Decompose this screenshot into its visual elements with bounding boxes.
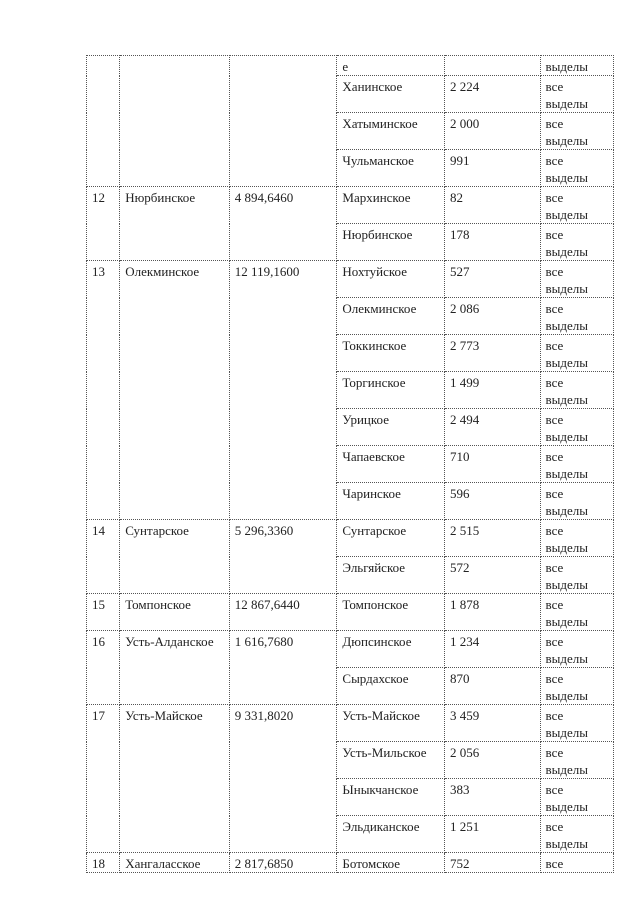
settlement-note: все выделы <box>540 816 613 853</box>
settlement-note: все выделы <box>540 150 613 187</box>
settlement-name: Томпонское <box>337 594 445 631</box>
district-name: Усть-Майское <box>120 705 230 853</box>
settlement-name: Дюпсинское <box>337 631 445 668</box>
settlement-note: все выделы <box>540 557 613 594</box>
table-body <box>87 56 614 873</box>
settlement-name: Ыныкчанское <box>337 779 445 816</box>
district-area: 12 867,6440 <box>229 594 337 631</box>
settlement-count: 752 <box>445 853 541 873</box>
settlement-name: Урицкое <box>337 409 445 446</box>
settlement-name: Нюрбинское <box>337 224 445 261</box>
forest-districts-table <box>86 55 614 873</box>
district-name: Олекминское <box>120 261 230 520</box>
settlement-name: Эльдиканское <box>337 816 445 853</box>
settlement-name: Олекминское <box>337 298 445 335</box>
table-row <box>87 56 614 76</box>
table-row <box>87 261 614 298</box>
settlement-count: 527 <box>445 261 541 298</box>
district-area: 2 817,6850 <box>229 853 337 873</box>
settlement-name: Чаринское <box>337 483 445 520</box>
district-name: Сунтарское <box>120 520 230 594</box>
table-row <box>87 187 614 224</box>
settlement-name: е <box>337 56 445 76</box>
settlement-note: все выделы <box>540 372 613 409</box>
settlement-name: Чапаевское <box>337 446 445 483</box>
settlement-name: Токкинское <box>337 335 445 372</box>
settlement-name: Хатыминское <box>337 113 445 150</box>
settlement-note: все выделы <box>540 224 613 261</box>
row-number <box>87 56 120 187</box>
district-area: 12 119,1600 <box>229 261 337 520</box>
settlement-count: 710 <box>445 446 541 483</box>
settlement-note: все выделы <box>540 113 613 150</box>
row-number: 15 <box>87 594 120 631</box>
settlement-name: Усть-Мильское <box>337 742 445 779</box>
settlement-note: все выделы <box>540 76 613 113</box>
table-row <box>87 853 614 873</box>
settlement-count: 1 499 <box>445 372 541 409</box>
district-name: Томпонское <box>120 594 230 631</box>
settlement-count <box>445 56 541 76</box>
district-name: Нюрбинское <box>120 187 230 261</box>
settlement-note: все выделы <box>540 705 613 742</box>
settlement-name: Ханинское <box>337 76 445 113</box>
settlement-note: все выделы <box>540 779 613 816</box>
district-area: 4 894,6460 <box>229 187 337 261</box>
settlement-count: 870 <box>445 668 541 705</box>
settlement-note: все выделы <box>540 668 613 705</box>
settlement-count: 383 <box>445 779 541 816</box>
settlement-note: все выделы <box>540 594 613 631</box>
settlement-note: все выделы <box>540 335 613 372</box>
settlement-note: все выделы <box>540 446 613 483</box>
settlement-name: Сырдахское <box>337 668 445 705</box>
settlement-name: Нохтуйское <box>337 261 445 298</box>
settlement-note: все выделы <box>540 261 613 298</box>
district-area <box>229 56 337 187</box>
district-name: Усть-Алданское <box>120 631 230 705</box>
settlement-name: Торгинское <box>337 372 445 409</box>
settlement-count: 2 056 <box>445 742 541 779</box>
settlement-name: Чульманское <box>337 150 445 187</box>
settlement-note: все выделы <box>540 520 613 557</box>
settlement-note: выделы <box>540 56 613 76</box>
row-number: 17 <box>87 705 120 853</box>
document-table-container <box>86 55 614 873</box>
district-area: 5 296,3360 <box>229 520 337 594</box>
table-row <box>87 520 614 557</box>
row-number: 14 <box>87 520 120 594</box>
settlement-name: Ботомское <box>337 853 445 873</box>
settlement-count: 178 <box>445 224 541 261</box>
settlement-count: 1 234 <box>445 631 541 668</box>
row-number: 13 <box>87 261 120 520</box>
settlement-note: все выделы <box>540 187 613 224</box>
settlement-note: все выделы <box>540 409 613 446</box>
district-name: Хангаласское <box>120 853 230 873</box>
settlement-count: 3 459 <box>445 705 541 742</box>
row-number: 18 <box>87 853 120 873</box>
settlement-count: 991 <box>445 150 541 187</box>
settlement-count: 2 494 <box>445 409 541 446</box>
settlement-note: все <box>540 853 613 873</box>
settlement-note: все выделы <box>540 298 613 335</box>
district-name <box>120 56 230 187</box>
settlement-count: 596 <box>445 483 541 520</box>
row-number: 12 <box>87 187 120 261</box>
district-area: 9 331,8020 <box>229 705 337 853</box>
settlement-count: 2 773 <box>445 335 541 372</box>
settlement-name: Эльгяйское <box>337 557 445 594</box>
settlement-name: Усть-Майское <box>337 705 445 742</box>
settlement-name: Сунтарское <box>337 520 445 557</box>
settlement-count: 1 878 <box>445 594 541 631</box>
settlement-count: 572 <box>445 557 541 594</box>
settlement-count: 2 224 <box>445 76 541 113</box>
table-row <box>87 631 614 668</box>
settlement-note: все выделы <box>540 483 613 520</box>
settlement-note: все выделы <box>540 742 613 779</box>
settlement-count: 2 000 <box>445 113 541 150</box>
settlement-count: 82 <box>445 187 541 224</box>
settlement-note: все выделы <box>540 631 613 668</box>
settlement-count: 2 515 <box>445 520 541 557</box>
district-area: 1 616,7680 <box>229 631 337 705</box>
settlement-count: 2 086 <box>445 298 541 335</box>
row-number: 16 <box>87 631 120 705</box>
settlement-name: Мархинское <box>337 187 445 224</box>
settlement-count: 1 251 <box>445 816 541 853</box>
table-row <box>87 594 614 631</box>
table-row <box>87 705 614 742</box>
